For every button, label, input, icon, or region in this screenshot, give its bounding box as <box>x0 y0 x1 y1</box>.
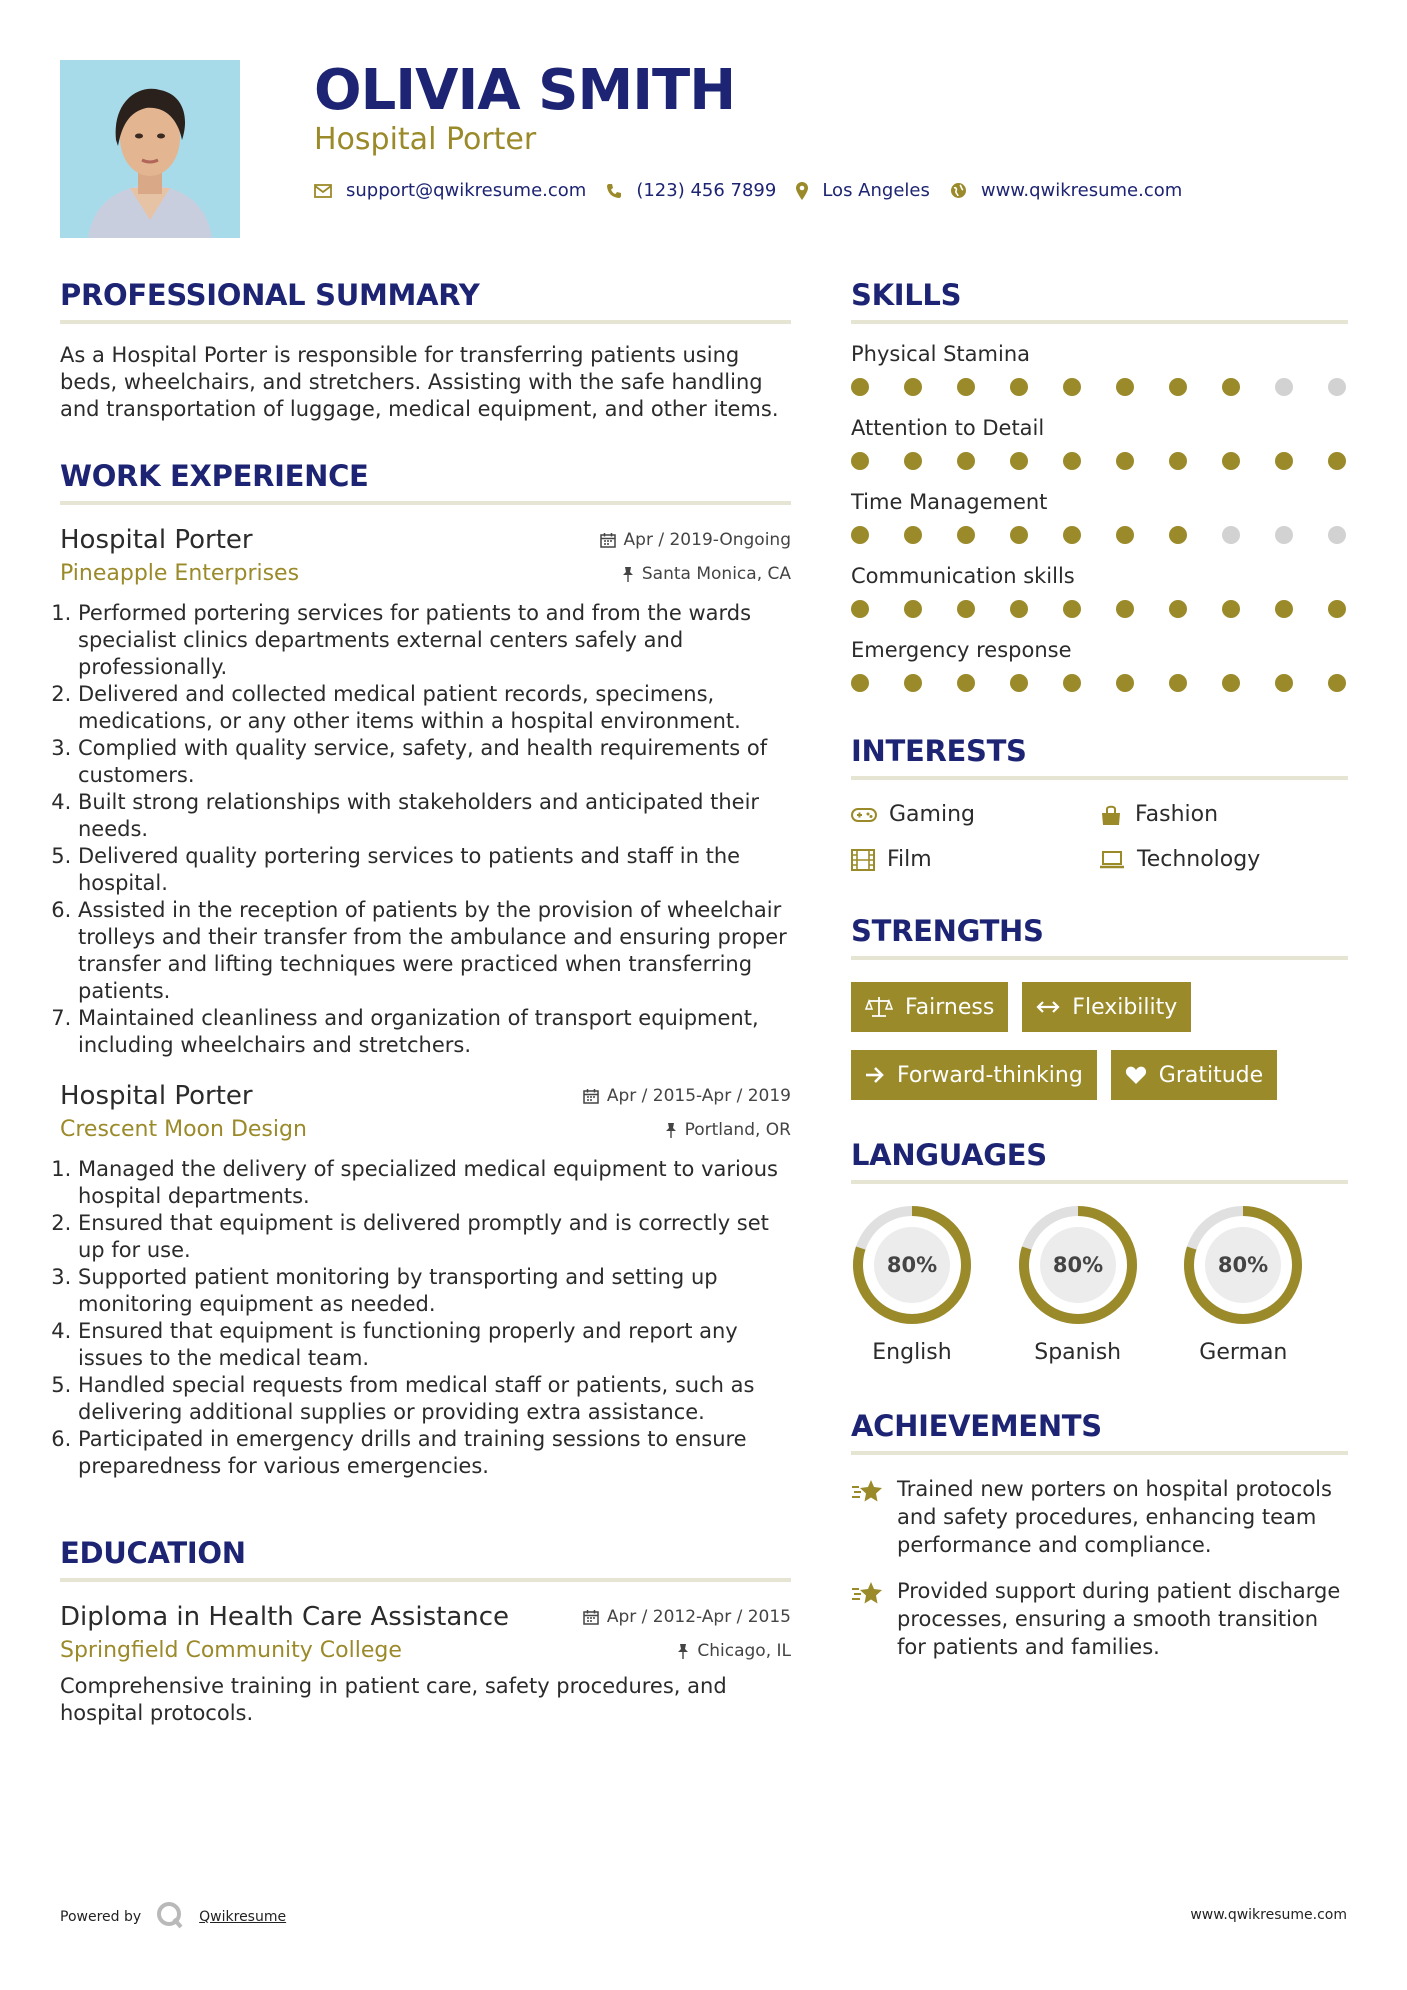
heart-icon <box>1125 1065 1147 1085</box>
rating-dot-filled <box>1222 378 1240 396</box>
rating-dot-filled <box>851 526 869 544</box>
rating-dot-filled <box>1063 526 1081 544</box>
rating-dot-filled <box>1275 452 1293 470</box>
language-percent: 80% <box>1218 1253 1269 1277</box>
list-item: 7. Maintained cleanliness and organization of transport equipment, including wheelchairs and stretchers. <box>78 1005 791 1059</box>
rating-dot-filled <box>1116 526 1134 544</box>
interests-heading: INTERESTS <box>851 734 1348 780</box>
phone-text: (123) 456 7899 <box>636 180 777 201</box>
rating-dot-filled <box>1010 378 1028 396</box>
envelope-icon <box>314 184 332 198</box>
interest-item <box>1099 847 1347 872</box>
skill-item <box>851 342 1348 396</box>
skill-rating <box>851 526 1348 544</box>
skills-list <box>851 342 1348 692</box>
education-description: Comprehensive training in patient care, safety procedures, and hospital protocols. <box>60 1674 727 1725</box>
rating-dot-filled <box>1063 452 1081 470</box>
rating-dot-filled <box>957 378 975 396</box>
contact-email[interactable] <box>314 180 586 201</box>
experience-heading: WORK EXPERIENCE <box>60 459 791 505</box>
language-percent: 80% <box>886 1253 938 1277</box>
rating-dot-filled <box>1010 674 1028 692</box>
strength-badge <box>851 982 1008 1032</box>
language-ring <box>1182 1204 1304 1326</box>
job-title: Hospital Porter <box>60 525 253 555</box>
rating-dot-filled <box>851 378 869 396</box>
rating-dot-filled <box>1010 452 1028 470</box>
language-item <box>1017 1204 1183 1365</box>
phone-icon <box>606 183 622 199</box>
skill-item <box>851 490 1348 544</box>
footer-site[interactable]: www.qwikresume.com <box>1190 1907 1347 1923</box>
calendar-icon <box>583 1609 599 1625</box>
contact-bar <box>314 180 1202 201</box>
job-bullets <box>60 1156 791 1480</box>
skill-rating <box>851 674 1348 692</box>
rating-dot-filled <box>1328 452 1346 470</box>
rating-dot-filled <box>1063 600 1081 618</box>
job-company: Pineapple Enterprises <box>60 561 300 586</box>
rating-dot-filled <box>1275 674 1293 692</box>
map-marker-icon <box>796 182 808 200</box>
skill-name: Emergency response <box>851 638 1072 662</box>
job-dates <box>600 530 791 550</box>
rating-dot-filled <box>957 452 975 470</box>
rating-dot-filled <box>1169 674 1187 692</box>
rating-dot-filled <box>904 600 922 618</box>
job-company: Crescent Moon Design <box>60 1117 307 1142</box>
list-item: 2. Ensured that equipment is delivered promptly and is correctly set up for use. <box>78 1210 791 1264</box>
powered-by-text: Powered by <box>60 1909 142 1925</box>
rating-dot-filled <box>957 674 975 692</box>
film-icon <box>851 849 875 871</box>
languages-heading: LANGUAGES <box>851 1138 1348 1184</box>
skill-rating <box>851 600 1348 618</box>
skill-name: Attention to Detail <box>851 416 1045 440</box>
rating-dot-filled <box>1116 674 1134 692</box>
candidate-role: Hospital Porter <box>314 122 537 157</box>
rating-dot-empty <box>1328 526 1346 544</box>
skill-rating <box>851 378 1348 396</box>
email-text: support@qwikresume.com <box>346 180 587 201</box>
job-location <box>622 564 791 584</box>
rating-dot-filled <box>1328 674 1346 692</box>
education-entry <box>60 1602 791 1727</box>
education-heading: EDUCATION <box>60 1536 791 1582</box>
list-item: 5. Delivered quality portering services to patients and staff in the hospital. <box>78 843 791 897</box>
strength-label: Fairness <box>905 994 995 1020</box>
rating-dot-empty <box>1275 378 1293 396</box>
candidate-name: OLIVIA SMITH <box>314 58 736 123</box>
website-text: www.qwikresume.com <box>980 180 1183 201</box>
summary-text: As a Hospital Porter is responsible for transferring patients using beds, wheelchairs, and stretchers. Assisting with the safe handling and transportation of luggage, medical equipment, and other items. <box>60 343 779 421</box>
interest-item <box>1099 802 1347 827</box>
profile-photo <box>60 60 240 238</box>
achievements-heading: ACHIEVEMENTS <box>851 1409 1348 1455</box>
job-location-text: Portland, OR <box>684 1119 791 1140</box>
strength-badge <box>851 1050 1097 1100</box>
rating-dot-filled <box>1222 452 1240 470</box>
job-title: Hospital Porter <box>60 1081 253 1111</box>
calendar-icon <box>600 532 616 548</box>
list-item: 1. Performed portering services for patients to and from the wards specialist clinics departments external centers safely and professionally. <box>78 600 791 681</box>
list-item: 3. Supported patient monitoring by transporting and setting up monitoring equipment as needed. <box>78 1264 791 1318</box>
interests-list <box>851 802 1348 872</box>
interest-label: Film <box>887 847 932 872</box>
strength-badge <box>1111 1050 1277 1100</box>
right-column <box>851 278 1348 1661</box>
strength-badge <box>1022 982 1191 1032</box>
skill-item <box>851 638 1348 692</box>
rating-dot-filled <box>1063 378 1081 396</box>
achievement-text: Trained new porters on hospital protocols and safety procedures, enhancing team performance and compliance. <box>897 1477 1332 1557</box>
interest-label: Gaming <box>889 802 975 827</box>
achievement-item <box>851 1475 1348 1559</box>
star-trophy-icon <box>851 1477 885 1505</box>
strengths-heading: STRENGTHS <box>851 914 1348 960</box>
education-location <box>677 1641 791 1661</box>
job-entry <box>60 525 791 1059</box>
pin-icon <box>622 566 634 582</box>
education-dates-text: Apr / 2012-Apr / 2015 <box>606 1607 791 1627</box>
interest-label: Technology <box>1137 847 1261 872</box>
contact-location <box>796 180 930 201</box>
language-ring <box>1017 1204 1139 1326</box>
rating-dot-filled <box>1169 600 1187 618</box>
list-item: 2. Delivered and collected medical patient records, specimens, medications, or any other items within a hospital environment. <box>78 681 791 735</box>
rating-dot-filled <box>904 674 922 692</box>
degree-title: Diploma in Health Care Assistance <box>60 1602 510 1632</box>
rating-dot-filled <box>904 378 922 396</box>
rating-dot-filled <box>904 452 922 470</box>
education-dates <box>583 1607 791 1627</box>
rating-dot-filled <box>904 526 922 544</box>
job-dates <box>583 1086 791 1106</box>
interest-label: Fashion <box>1135 802 1219 827</box>
star-trophy-icon <box>851 1579 885 1607</box>
education-location-text: Chicago, IL <box>697 1640 791 1661</box>
pin-icon <box>665 1122 677 1138</box>
arrow-right-icon <box>865 1066 885 1084</box>
job-dates-text: Apr / 2015-Apr / 2019 <box>606 1086 791 1106</box>
rating-dot-empty <box>1275 526 1293 544</box>
pin-icon <box>677 1643 689 1659</box>
school-name: Springfield Community College <box>60 1638 402 1663</box>
qwikresume-logo-icon <box>155 1900 185 1934</box>
rating-dot-filled <box>1010 526 1028 544</box>
skill-rating <box>851 452 1348 470</box>
rating-dot-filled <box>1169 452 1187 470</box>
rating-dot-filled <box>1169 378 1187 396</box>
list-item: 3. Complied with quality service, safety, and health requirements of customers. <box>78 735 791 789</box>
rating-dot-filled <box>1222 600 1240 618</box>
rating-dot-empty <box>1222 526 1240 544</box>
rating-dot-filled <box>1222 674 1240 692</box>
interest-item <box>851 802 1099 827</box>
achievement-text: Provided support during patient discharge processes, ensuring a smooth transition for patients and families. <box>897 1579 1341 1659</box>
contact-website[interactable] <box>950 180 1182 201</box>
rating-dot-filled <box>957 600 975 618</box>
language-item <box>1182 1204 1348 1365</box>
language-item <box>851 1204 1017 1365</box>
languages-list <box>851 1204 1348 1365</box>
balance-scale-icon <box>865 996 893 1018</box>
achievement-item <box>851 1577 1348 1661</box>
job-entry <box>60 1081 791 1480</box>
language-ring <box>851 1204 973 1326</box>
location-text: Los Angeles <box>822 180 930 201</box>
rating-dot-filled <box>1169 526 1187 544</box>
rating-dot-filled <box>1116 600 1134 618</box>
language-name: German <box>1199 1340 1288 1365</box>
rating-dot-filled <box>851 600 869 618</box>
strength-label: Forward-thinking <box>897 1062 1083 1088</box>
shopping-bag-icon <box>1099 804 1123 826</box>
skills-heading: SKILLS <box>851 278 1348 324</box>
person-portrait-icon <box>60 60 240 238</box>
rating-dot-filled <box>1275 600 1293 618</box>
gamepad-icon <box>851 806 877 824</box>
rating-dot-filled <box>1116 378 1134 396</box>
skill-name: Communication skills <box>851 564 1075 588</box>
laptop-icon <box>1099 850 1125 870</box>
arrows-h-icon <box>1036 1000 1060 1014</box>
qwikresume-link[interactable]: Qwikresume <box>199 1909 287 1925</box>
rating-dot-filled <box>1328 600 1346 618</box>
language-name: English <box>872 1340 952 1365</box>
rating-dot-filled <box>1063 674 1081 692</box>
rating-dot-filled <box>1116 452 1134 470</box>
skill-item <box>851 416 1348 470</box>
job-dates-text: Apr / 2019-Ongoing <box>623 530 791 550</box>
skill-name: Physical Stamina <box>851 342 1031 366</box>
job-location <box>665 1120 791 1140</box>
globe-icon <box>950 182 967 199</box>
strength-label: Gratitude <box>1158 1062 1264 1088</box>
rating-dot-filled <box>851 674 869 692</box>
rating-dot-filled <box>851 452 869 470</box>
contact-phone[interactable] <box>606 180 776 201</box>
list-item: 6. Participated in emergency drills and training sessions to ensure preparedness for various emergencies. <box>78 1426 791 1480</box>
rating-dot-empty <box>1328 378 1346 396</box>
rating-dot-filled <box>957 526 975 544</box>
list-item: 1. Managed the delivery of specialized medical equipment to various hospital departments. <box>78 1156 791 1210</box>
job-bullets <box>60 600 791 1059</box>
rating-dot-filled <box>1010 600 1028 618</box>
language-name: Spanish <box>1034 1340 1122 1365</box>
strength-label: Flexibility <box>1072 994 1178 1020</box>
list-item: 4. Ensured that equipment is functioning properly and report any issues to the medical team. <box>78 1318 791 1372</box>
interest-item <box>851 847 1099 872</box>
calendar-icon <box>583 1088 599 1104</box>
language-percent: 80% <box>1052 1253 1103 1277</box>
list-item: 6. Assisted in the reception of patients by the provision of wheelchair trolleys and their transfer from the ambulance and ensuring proper transfer and lifting techniques were practiced when transferring patients. <box>78 897 791 1005</box>
strengths-list <box>851 982 1348 1100</box>
list-item: 5. Handled special requests from medical staff or patients, such as delivering additional supplies or providing extra assistance. <box>78 1372 791 1426</box>
skill-name: Time Management <box>851 490 1048 514</box>
list-item: 4. Built strong relationships with stakeholders and anticipated their needs. <box>78 789 791 843</box>
left-column <box>60 278 791 1727</box>
job-location-text: Santa Monica, CA <box>641 563 791 584</box>
footer-powered-by <box>60 1900 286 1934</box>
summary-heading: PROFESSIONAL SUMMARY <box>60 278 791 324</box>
skill-item <box>851 564 1348 618</box>
